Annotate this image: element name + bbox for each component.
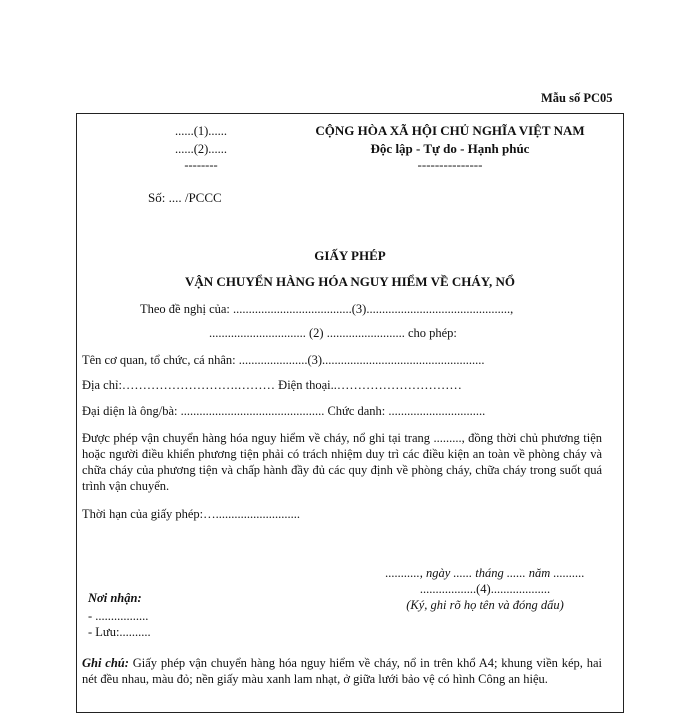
permission-paragraph: Được phép vận chuyển hàng hóa nguy hiểm về cháy, nổ ghi tại trang ........., đồng thời chủ phương tiện hoặc người điều khiển phương tiện phải có trách nhiệm duy trì các điều kiện an toàn về phòng cháy và chữa cháy của phương tiện và chấp hành đầy đủ các quy định về phòng cháy, chữa cháy trong suốt quá trình vận chuyển. [82, 431, 602, 493]
signature-instruction: (Ký, ghi rõ họ tên và đóng dấu) [406, 598, 564, 612]
document-number: Số: .... /PCCC [148, 190, 222, 205]
agency-line-2: ......(2)...... [174, 142, 228, 156]
signature-date: ..........., ngày ...... tháng ...... năm .......... [385, 566, 585, 580]
org-name-field: Tên cơ quan, tổ chức, cá nhân: ......................(3).................................................... [82, 353, 485, 367]
address-phone-field: Địa chỉ:……………………….……… Điện thoại..………………………… [82, 378, 462, 392]
agency-line-1: ......(1)...... [174, 124, 228, 138]
signer-placeholder: ..................(4)................... [419, 582, 551, 596]
representative-field: Đại diện là ông/bà: .............................................. Chức danh: ............................... [82, 404, 486, 418]
validity-field: Thời hạn của giấy phép:…........................... [82, 507, 301, 521]
agency-divider: -------- [184, 158, 218, 172]
nation-heading: CỘNG HÒA XÃ HỘI CHỦ NGHĨA VIỆT NAM [315, 123, 585, 138]
document-title: GIẤY PHÉP [314, 248, 386, 263]
document-subtitle: VẬN CHUYỂN HÀNG HÓA NGUY HIỂM VỀ CHÁY, NỔ [185, 274, 515, 289]
motto: Độc lập - Tự do - Hạnh phúc [370, 141, 530, 156]
form-code: Mẫu số PC05 [541, 91, 613, 105]
document-frame [76, 113, 624, 713]
note-text: Giấy phép vận chuyển hàng hóa nguy hiểm về cháy, nổ in trên khổ A4; khung viền kép, hai nét đều nhau, màu đỏ; nền giấy màu xanh lam nhạt, ở giữa lưới bảo vệ có hình Công an hiệu. [82, 656, 602, 686]
note-label: Ghi chú: [82, 656, 129, 670]
proposal-line-2: ............................... (2) ......................... cho phép: [209, 326, 457, 340]
recipients-heading: Nơi nhận: [88, 591, 142, 605]
recipient-item: - ................. [88, 609, 149, 623]
proposal-line-1: Theo đề nghị của: ......................................(3).............................................., [140, 302, 514, 316]
recipient-archive: - Lưu:.......... [88, 625, 151, 639]
motto-divider: --------------- [417, 157, 483, 172]
